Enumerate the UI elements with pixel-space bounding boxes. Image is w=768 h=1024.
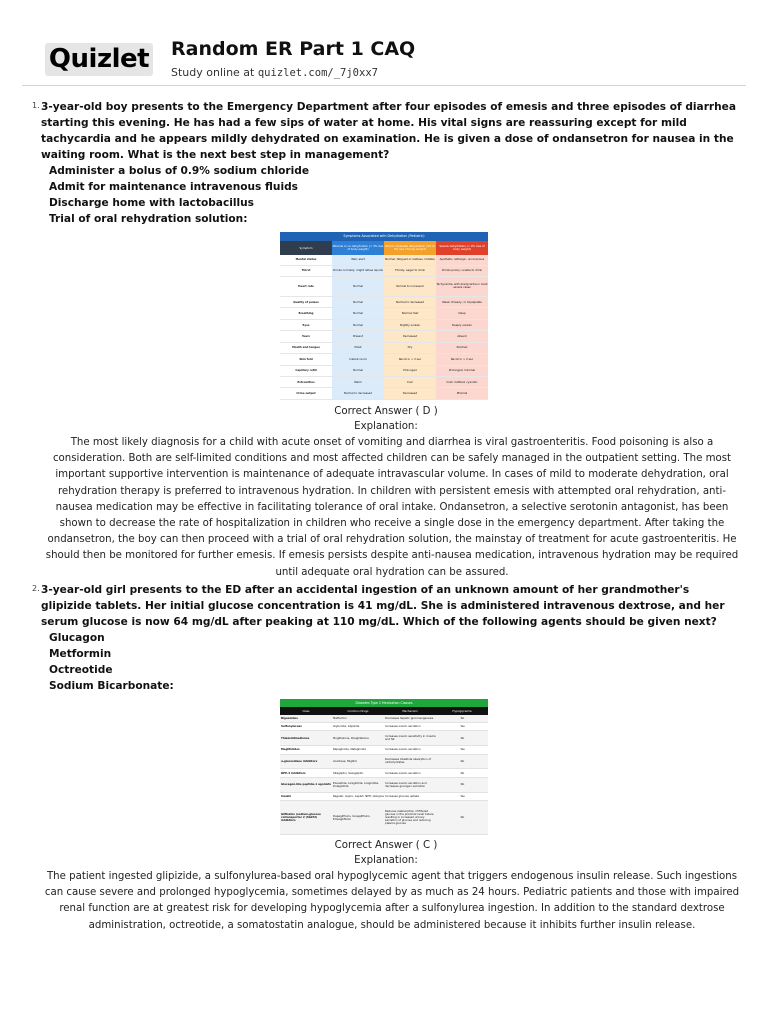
table-row	[280, 722, 488, 730]
table-cell: Increases insulin sensitivity in muscle and fat	[384, 731, 436, 746]
table-cell: Deep	[436, 308, 488, 319]
table-cell: Capillary refill	[280, 365, 332, 376]
table-cell: Reduces reabsorption of filtered glucose in the proximal renal tubule resulting in increased urinary excretion of glucose and reducing plasma glucose	[384, 801, 436, 835]
table-row	[280, 319, 488, 330]
table-row	[280, 365, 488, 376]
table-cell: DPP-4 inhibitors	[280, 769, 332, 777]
table-cell: Dapagliflozin, Canagliflozin, Empagliflozin	[332, 801, 384, 835]
correct-answer: Correct Answer ( C )	[334, 840, 438, 851]
table-cell: Present	[332, 331, 384, 342]
study-online-line	[171, 66, 378, 79]
table-row	[280, 255, 488, 265]
table-cell: Warm	[332, 377, 384, 388]
table-cell: Prolonged; minimal	[436, 365, 488, 376]
answer-block-2	[32, 838, 740, 868]
table-row	[280, 331, 488, 342]
table-cell: Yes	[436, 722, 488, 730]
table-cell: Biguanides	[280, 715, 332, 722]
table-row	[280, 354, 488, 365]
table-cell: Gliflozins (sodium-glucose cotransporter 2 (SGLT2) inhibitors	[280, 801, 332, 835]
table-cell: No	[436, 754, 488, 769]
table-row	[280, 801, 488, 835]
explanation-label: Explanation:	[354, 421, 418, 432]
table-row	[280, 388, 488, 400]
option-b: Admit for maintenance intravenous fluids	[49, 181, 298, 193]
table-cell: Normal; fast	[384, 308, 436, 319]
table-cell: Cool	[384, 377, 436, 388]
table-cell: Decreases hepatic gluconeogenesis	[384, 715, 436, 722]
table-cell: α-glucosidase inhibitors	[280, 754, 332, 769]
table-cell: Normal, fatigued or restless, irritable	[384, 255, 436, 265]
option-a: Glucagon	[49, 632, 105, 644]
table-row	[280, 731, 488, 746]
table-cell: Normal to decreased	[332, 388, 384, 400]
table-cell: Cold; mottled; cyanotic	[436, 377, 488, 388]
table-cell: Meglitinides	[280, 746, 332, 754]
table-cell: Heart rate	[280, 276, 332, 296]
table-cell: Urine output	[280, 388, 332, 400]
table-header: Class	[280, 707, 332, 715]
table-row	[280, 276, 488, 296]
table-cell: No	[436, 801, 488, 835]
question-1	[32, 99, 740, 227]
table-cell: Normal	[332, 308, 384, 319]
table-row	[280, 769, 488, 777]
table-cell: Acarbose, Miglitol	[332, 754, 384, 769]
table-cell: Glucagon-like peptide-1 agonists	[280, 777, 332, 792]
table-cell: No	[436, 777, 488, 792]
table-cell: Increases glucose uptake	[384, 792, 436, 800]
table-header: Hypoglycemia	[436, 707, 488, 715]
table-cell: No	[436, 715, 488, 722]
table-header: Mechanism	[384, 707, 436, 715]
table-caption: Symptoms Associated with Dehydration (Pediatric)	[280, 232, 488, 241]
option-c: Discharge home with lactobacillus	[49, 197, 254, 209]
table-header: Common Drugs	[332, 707, 384, 715]
table-cell: Repaglinide, Nateglinide	[332, 746, 384, 754]
table-cell: Yes	[436, 792, 488, 800]
option-d: Sodium Bicarbonate:	[49, 680, 174, 692]
table-cell: Increases insulin secretion	[384, 769, 436, 777]
table-cell: Normal to decreased	[384, 296, 436, 307]
table-cell: Eyes	[280, 319, 332, 330]
question-stem: 3-year-old boy presents to the Emergency Department after four episodes of emesis and three episodes of diarrhea starting this evening. He has had a few sips of water at home. His vital signs are reassuring except for mild tachycardia and he appears mildly dehydrated on examination. He is given a dose of ondansetron for nausea in the waiting room. What is the next best step in management?	[41, 101, 737, 161]
table-cell: Insulin	[280, 792, 332, 800]
table-cell: Apathetic, lethargic, unconscious	[436, 255, 488, 265]
table-header: Severe dehydration (> 9% loss of body weight)	[436, 241, 488, 255]
explanation-label: Explanation:	[354, 855, 418, 866]
option-d: Trial of oral rehydration solution:	[49, 213, 248, 225]
table-cell: Prolonged	[384, 365, 436, 376]
table-cell: Moist	[332, 342, 384, 353]
table-cell: Normal to increased	[384, 276, 436, 296]
table-cell: Normal	[332, 276, 384, 296]
question-number: 1.	[32, 101, 40, 110]
table-cell: Recoil in < 2 sec	[384, 354, 436, 365]
option-c: Octreotide	[49, 664, 113, 676]
quizlet-logo[interactable]: Quizlet	[45, 43, 153, 76]
table-cell: Tachycardia, with bradycardia in most severe cases	[436, 276, 488, 296]
table-row	[280, 296, 488, 307]
table-cell: Exenatide, Liraglutide, Lixiglutide, Dulaglutide	[332, 777, 384, 792]
answer-options	[49, 630, 740, 694]
table-cell: Drinks normally; might refuse liquids	[332, 265, 384, 276]
table-row	[280, 265, 488, 276]
page-title: Random ER Part 1 CAQ	[171, 38, 416, 60]
table-cell: Metformin	[332, 715, 384, 722]
table-cell: Increases insulin secretion	[384, 722, 436, 730]
table-caption: Diabetes Type 2 Medication Classes	[280, 699, 488, 707]
dehydration-symptoms-table	[280, 232, 488, 400]
answer-options	[49, 163, 740, 227]
table-cell: Quality of pulses	[280, 296, 332, 307]
table-row	[280, 377, 488, 388]
table-cell: Sulfonylureas	[280, 722, 332, 730]
table-cell: Normal	[332, 319, 384, 330]
table-cell: Weak, thready, or impalpable	[436, 296, 488, 307]
explanation-text: The most likely diagnosis for a child with acute onset of vomiting and diarrhea is viral gastroenteritis. Food poisoning is also a consideration. Both are self-limited conditions and most affected children can be safely managed in the outpatient setting. The most important supportive intervention is maintenance of adequate intravascular volume. In cases of mild to moderate dehydration, oral rehydration therapy is preferred to intravenous hydration. In children with persistent emesis with attempted oral rehydration, anti-nausea medication may be effective in facilitating tolerance of oral intake. Ondansetron, a selective serotonin antagonist, has been shown to decrease the rate of hospitalization in children who receive a single dose in the emergency department. After taking the ondansetron, the boy can then proceed with a trial of oral rehydration solution, the mainstay of treatment for acute gastroenteritis. He should then be monitored for further emesis. If emesis persists despite anti-nausea medication, intravenous hydration may be required until adequate oral hydration can be assured.	[45, 437, 739, 578]
table-header: Symptom	[280, 241, 332, 255]
table-cell: Parched	[436, 342, 488, 353]
table-cell: Thirst	[280, 265, 332, 276]
table-row	[280, 754, 488, 769]
table-cell: Pioglitazone, Rosiglitazone	[332, 731, 384, 746]
table-row	[280, 746, 488, 754]
table-row	[280, 342, 488, 353]
table-cell: Mental status	[280, 255, 332, 265]
table-cell: Yes	[436, 746, 488, 754]
table-cell: Thiazolidinediones	[280, 731, 332, 746]
table-header: Minimal or no dehydration (< 3% loss of body weight)	[332, 241, 384, 255]
table-cell: Absent	[436, 331, 488, 342]
option-a: Administer a bolus of 0.9% sodium chloride	[49, 165, 310, 177]
table-cell: Increases insulin secretion	[384, 746, 436, 754]
diabetes-medication-table	[280, 699, 488, 835]
table-cell: Decreased	[384, 331, 436, 342]
table-cell: Slightly sunken	[384, 319, 436, 330]
explanation-text: The patient ingested glipizide, a sulfonylurea-based oral hypoglycemic agent that triggers endogenous insulin release. Such ingestions can cause severe and prolonged hypoglycemia, sometimes delayed by as much as 24 hours. Pediatric patients and those with impaired renal function are at greatest risk for developing hypoglycemia after a sulfonylurea ingestion. In addition to the standard dextrose administration, octreotide, a somatostatin analogue, should be administered because it inhibits further insulin release.	[44, 871, 740, 931]
table-cell: Glyburide, Glipizide	[332, 722, 384, 730]
table-cell: Normal	[332, 365, 384, 376]
question-number: 2.	[32, 584, 40, 593]
subtitle-prefix: Study online at	[171, 66, 258, 79]
table-row	[280, 715, 488, 722]
table-cell: Skin fold	[280, 354, 332, 365]
question-stem: 3-year-old girl presents to the ED after an accidental ingestion of an unknown amount of her grandmother's glipizide tablets. Her initial glucose concentration is 41 mg/dL. She is administered intravenous dextrose, and her serum glucose is now 64 mg/dL after peaking at 110 mg/dL. Which of the following agents should be given next?	[41, 584, 725, 628]
table-cell: Dry	[384, 342, 436, 353]
table-cell: Regular, Lispro, Aspart, NPH, Glargine	[332, 792, 384, 800]
table-cell: Decreases intestinal absorption of carbohydrates	[384, 754, 436, 769]
table-cell: Recoil in > 2 sec	[436, 354, 488, 365]
table-cell: No	[436, 769, 488, 777]
correct-answer: Correct Answer ( D )	[334, 406, 438, 417]
question-2	[32, 582, 740, 694]
option-b: Metformin	[49, 648, 112, 660]
table-cell: Decreased	[384, 388, 436, 400]
table-cell: Extremities	[280, 377, 332, 388]
table-cell: Breathing	[280, 308, 332, 319]
table-row	[280, 777, 488, 792]
table-row	[280, 308, 488, 319]
table-cell: Instant recoil	[332, 354, 384, 365]
table-cell: Drinks poorly; unable to drink	[436, 265, 488, 276]
table-cell: Increases insulin secretion and decreases glucagon secretion	[384, 777, 436, 792]
table-cell: Sitagliptin, Saxagliptin	[332, 769, 384, 777]
table-cell: Deeply sunken	[436, 319, 488, 330]
table-row	[280, 792, 488, 800]
header-divider	[22, 85, 746, 86]
table-cell: Tears	[280, 331, 332, 342]
table-header: Mild to moderate dehydration (3% to 9% loss of body weight)	[384, 241, 436, 255]
answer-block-1	[32, 404, 740, 434]
table-cell: Minimal	[436, 388, 488, 400]
table-cell: Mouth and tongue	[280, 342, 332, 353]
table-cell: Thirsty; eager to drink	[384, 265, 436, 276]
table-cell: Normal	[332, 296, 384, 307]
table-cell: Well; alert	[332, 255, 384, 265]
study-url-link[interactable]: quizlet.com/_7j0xx7	[257, 67, 378, 79]
table-cell: No	[436, 731, 488, 746]
